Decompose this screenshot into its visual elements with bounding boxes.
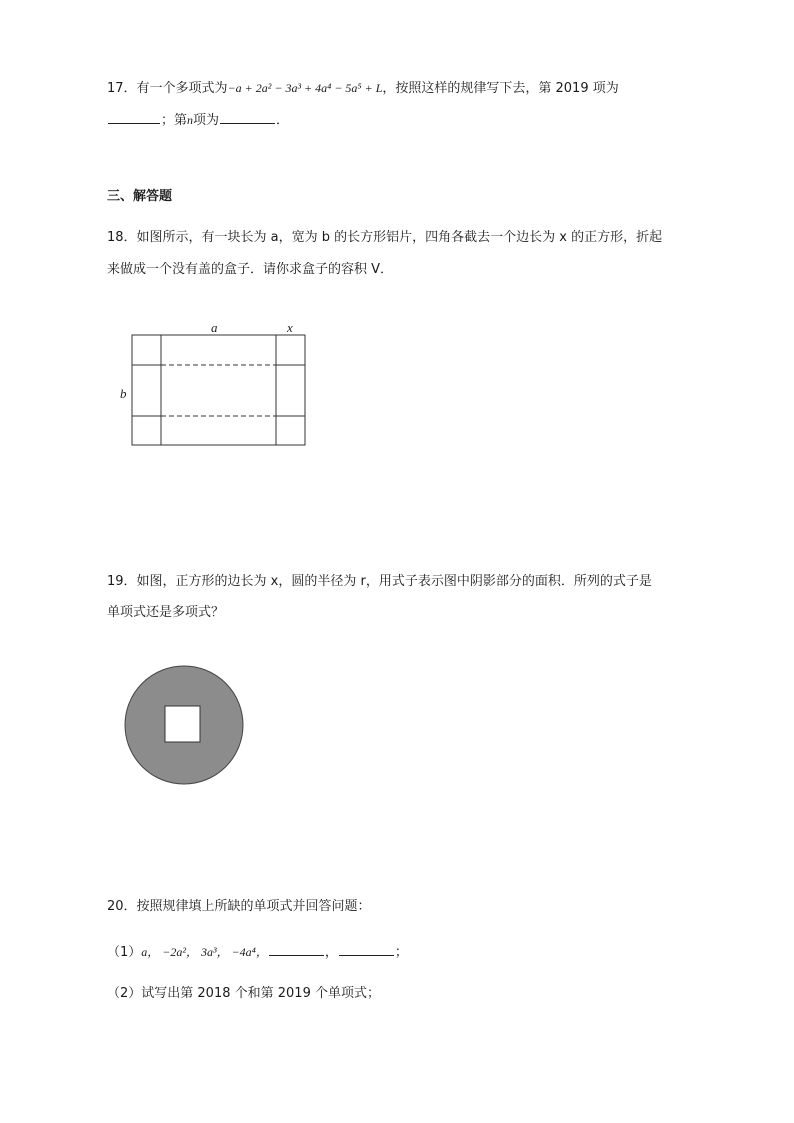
q17-text-b: ，按照这样的规律写下去，第 2019 项为 [382,81,619,96]
q18-label-a: a [211,320,218,335]
q17-answer-blank-n[interactable] [220,110,275,124]
q18-label-x: x [287,320,293,335]
q19-number: 19． [107,574,137,589]
q20-part2: （2）试写出第 2018 个和第 2019 个单项式； [107,986,380,1001]
q20-part1-end: ； [394,945,408,960]
q17-end: ． [276,113,290,128]
q20-part1 [107,942,408,962]
q18-number: 18． [107,230,137,245]
q20-answer-blank-1[interactable] [269,942,324,956]
q18-text-1: 如图所示，有一块长为 a，宽为 b 的长方形铝片，四角各截去一个边长为 x 的正方形，折起 [136,230,663,245]
q18-label-b: b [120,386,127,401]
q18-line1 [107,229,662,247]
q17-number: 17． [107,81,137,96]
q18-line2: 来做成一个没有盖的盒子．请你求盒子的容积 V． [107,262,394,277]
q17-text-a: 有一个多项式为 [136,81,228,96]
q17-line2 [107,110,289,130]
q17-answer-blank-2019[interactable] [108,110,160,124]
q17-sep: ；第 [161,113,188,128]
q20-part1-terms: a， −2a²， 3a³， −4a⁴， [141,945,268,959]
q19-line2: 单项式还是多项式？ [107,605,225,620]
q17-expression: −a + 2a² − 3a³ + 4a⁴ − 5a⁵ + L [227,81,383,95]
q20-text-1: 按照规律填上所缺的单项式并回答问题： [136,899,371,914]
q20-number: 20． [107,899,137,914]
q17-line2-b: 项为 [193,113,220,128]
section-title: 三、解答题 [107,189,173,204]
q20-part1-sep: ， [324,945,338,960]
q18-outer-rect [132,335,305,445]
q19-line1 [107,573,652,591]
q17-var-n: n [187,113,194,127]
q18-figure [115,318,315,450]
q20-part1-prefix: （1） [107,945,142,960]
q19-figure [123,664,247,788]
q20-answer-blank-2[interactable] [339,942,394,956]
q19-inner-square [165,706,200,742]
q17-line1 [107,79,619,98]
q19-text-1: 如图，正方形的边长为 x，圆的半径为 r，用式子表示图中阴影部分的面积．所列的式子是 [136,574,652,589]
q20-line1 [107,898,371,916]
